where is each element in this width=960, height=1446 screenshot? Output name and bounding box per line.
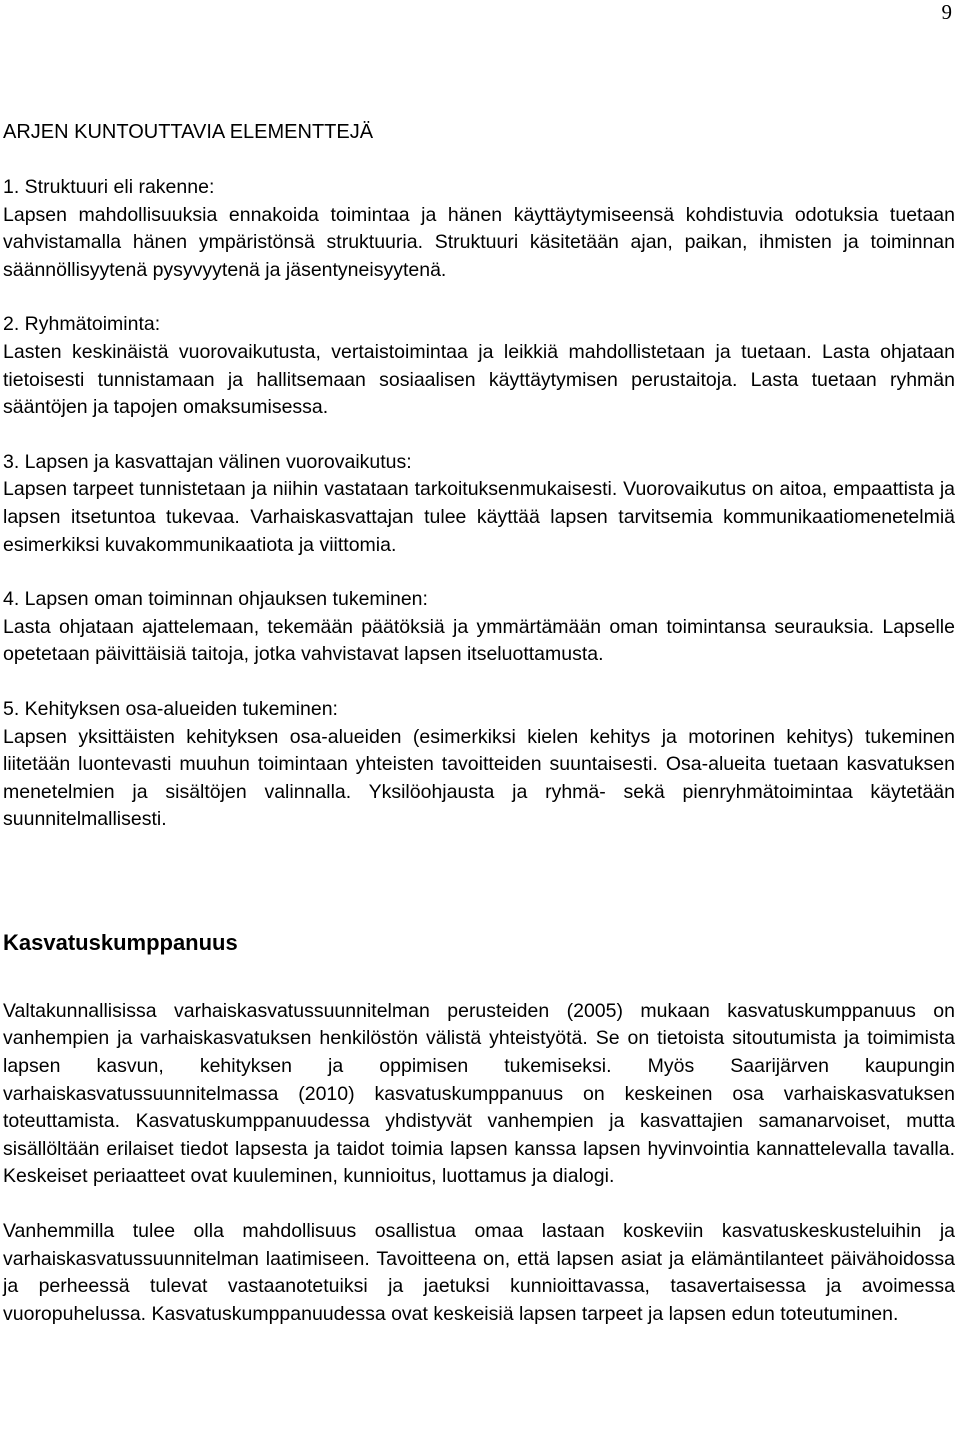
element-block-4 bbox=[3, 586, 955, 669]
element-heading: 3. Lapsen ja kasvattajan välinen vuorovaikutus: bbox=[3, 450, 412, 473]
element-heading: 2. Ryhmätoiminta: bbox=[3, 313, 161, 336]
element-heading: 5. Kehityksen osa-alueiden tukeminen: bbox=[3, 697, 338, 720]
element-heading: 1. Struktuuri eli rakenne: bbox=[3, 176, 215, 198]
document-title: ARJEN KUNTOUTTAVIA ELEMENTTEJÄ bbox=[3, 121, 374, 143]
element-block-1 bbox=[3, 174, 955, 284]
element-text: Lasta ohjataan ajattelemaan, tekemään päätöksiä ja ymmärtämään oman toimintansa seurauksia. Lapselle opetetaan päivittäisiä taitoja, jotka vahvistavat lapsen itseluottamusta. bbox=[3, 615, 955, 666]
section-paragraph-2: Vanhemmilla tulee olla mahdollisuus osallistua omaa lastaan koskeviin kasvatuskeskusteluihin ja varhaiskasvatussuunnitelman laatimiseen. Tavoitteena on, että lapsen asiat ja elämäntilanteet päivähoidossa ja perheessä tulevat vastaanotetuiksi ja jaetuksi kunnioittavassa, tasavertaisessa ja avoimessa vuoropuhelussa. Kasvatuskumppanuudessa ovat keskeisiä lapsen tarpeet ja lapsen edun toteutuminen. bbox=[3, 1220, 955, 1325]
element-text: Lasten keskinäistä vuorovaikutusta, vertaistoimintaa ja leikkiä mahdollistetaan ja tuetaan. Lasta ohjataan tietoisesti tunnistamaan ja hallitsemaan sosiaalisen käyttäytymisen perustaitoja. Lasta tuetaan ryhmän sääntöjen ja tapojen omaksumisessa. bbox=[3, 340, 955, 419]
element-text: Lapsen mahdollisuuksia ennakoida toimintaa ja hänen käyttäytymiseensä kohdistuvia odotuksia tuetaan vahvistamalla hänen ympäristönsä struktuuria. Struktuuri käsitetään ajan, paikan, ihmisten ja toiminnan säännöllisyytenä pysyvyytenä ja jäsentyneisyytenä. bbox=[3, 203, 955, 281]
element-block-3 bbox=[3, 449, 955, 559]
element-block-2 bbox=[3, 311, 955, 421]
section-spacer bbox=[3, 861, 955, 928]
section-title: Kasvatuskumppanuus bbox=[3, 929, 238, 955]
page-number: 9 bbox=[941, 0, 952, 24]
document-body bbox=[3, 117, 955, 1355]
element-text: Lapsen yksittäisten kehityksen osa-alueiden (esimerkiksi kielen kehitys ja motorinen kehitys) tukeminen liitetään luontevasti muuhun toimintaan yhteisten tavoitteiden suuntaisesti. Osa-alueita tuetaan kasvatuksen menetelmien ja sisältöjen valinnalla. Yksilöohjausta ja ryhmä- sekä pienryhmätoimintaa käytetään suunnitelmallisesti. bbox=[3, 725, 955, 831]
element-block-5 bbox=[3, 696, 955, 834]
section-paragraph-1: Valtakunnallisissa varhaiskasvatussuunnitelman perusteiden (2005) mukaan kasvatuskumppanuus on vanhempien ja varhaiskasvatuksen henkilöstön välistä yhteistyötä. Se on tietoista sitoutumista ja toimimista lapsen kasvun, kehityksen ja oppimisen tukemiseksi. Myös Saarijärven kaupungin varhaiskasvatussuunnitelmassa (2010) kasvatuskumppanuus on keskeinen osa varhaiskasvatuksen toteuttamista. Kasvatuskumppanuudessa yhdistyvät vanhempien ja kasvattajien samanarvoiset, mutta sisällöltään erilaiset tiedot lapsesta ja taidot toimia lapsen kanssa lapsen hyvinvointia kannattelevalla tavalla. Keskeiset periaatteet ovat kuuleminen, kunnioitus, luottamus ja dialogi. bbox=[3, 999, 955, 1188]
element-text: Lapsen tarpeet tunnistetaan ja niihin vastataan tarkoituksenmukaisesti. Vuorovaikutus on aitoa, empaattista ja lapsen itsetuntoa tukevaa. Varhaiskasvattajan tulee käyttää lapsen tarvitsemia kommunikaatiomenetelmiä esimerkiksi kuvakommunikaatiota ja viittomia. bbox=[3, 478, 955, 556]
element-heading: 4. Lapsen oman toiminnan ohjauksen tukeminen: bbox=[3, 588, 428, 611]
